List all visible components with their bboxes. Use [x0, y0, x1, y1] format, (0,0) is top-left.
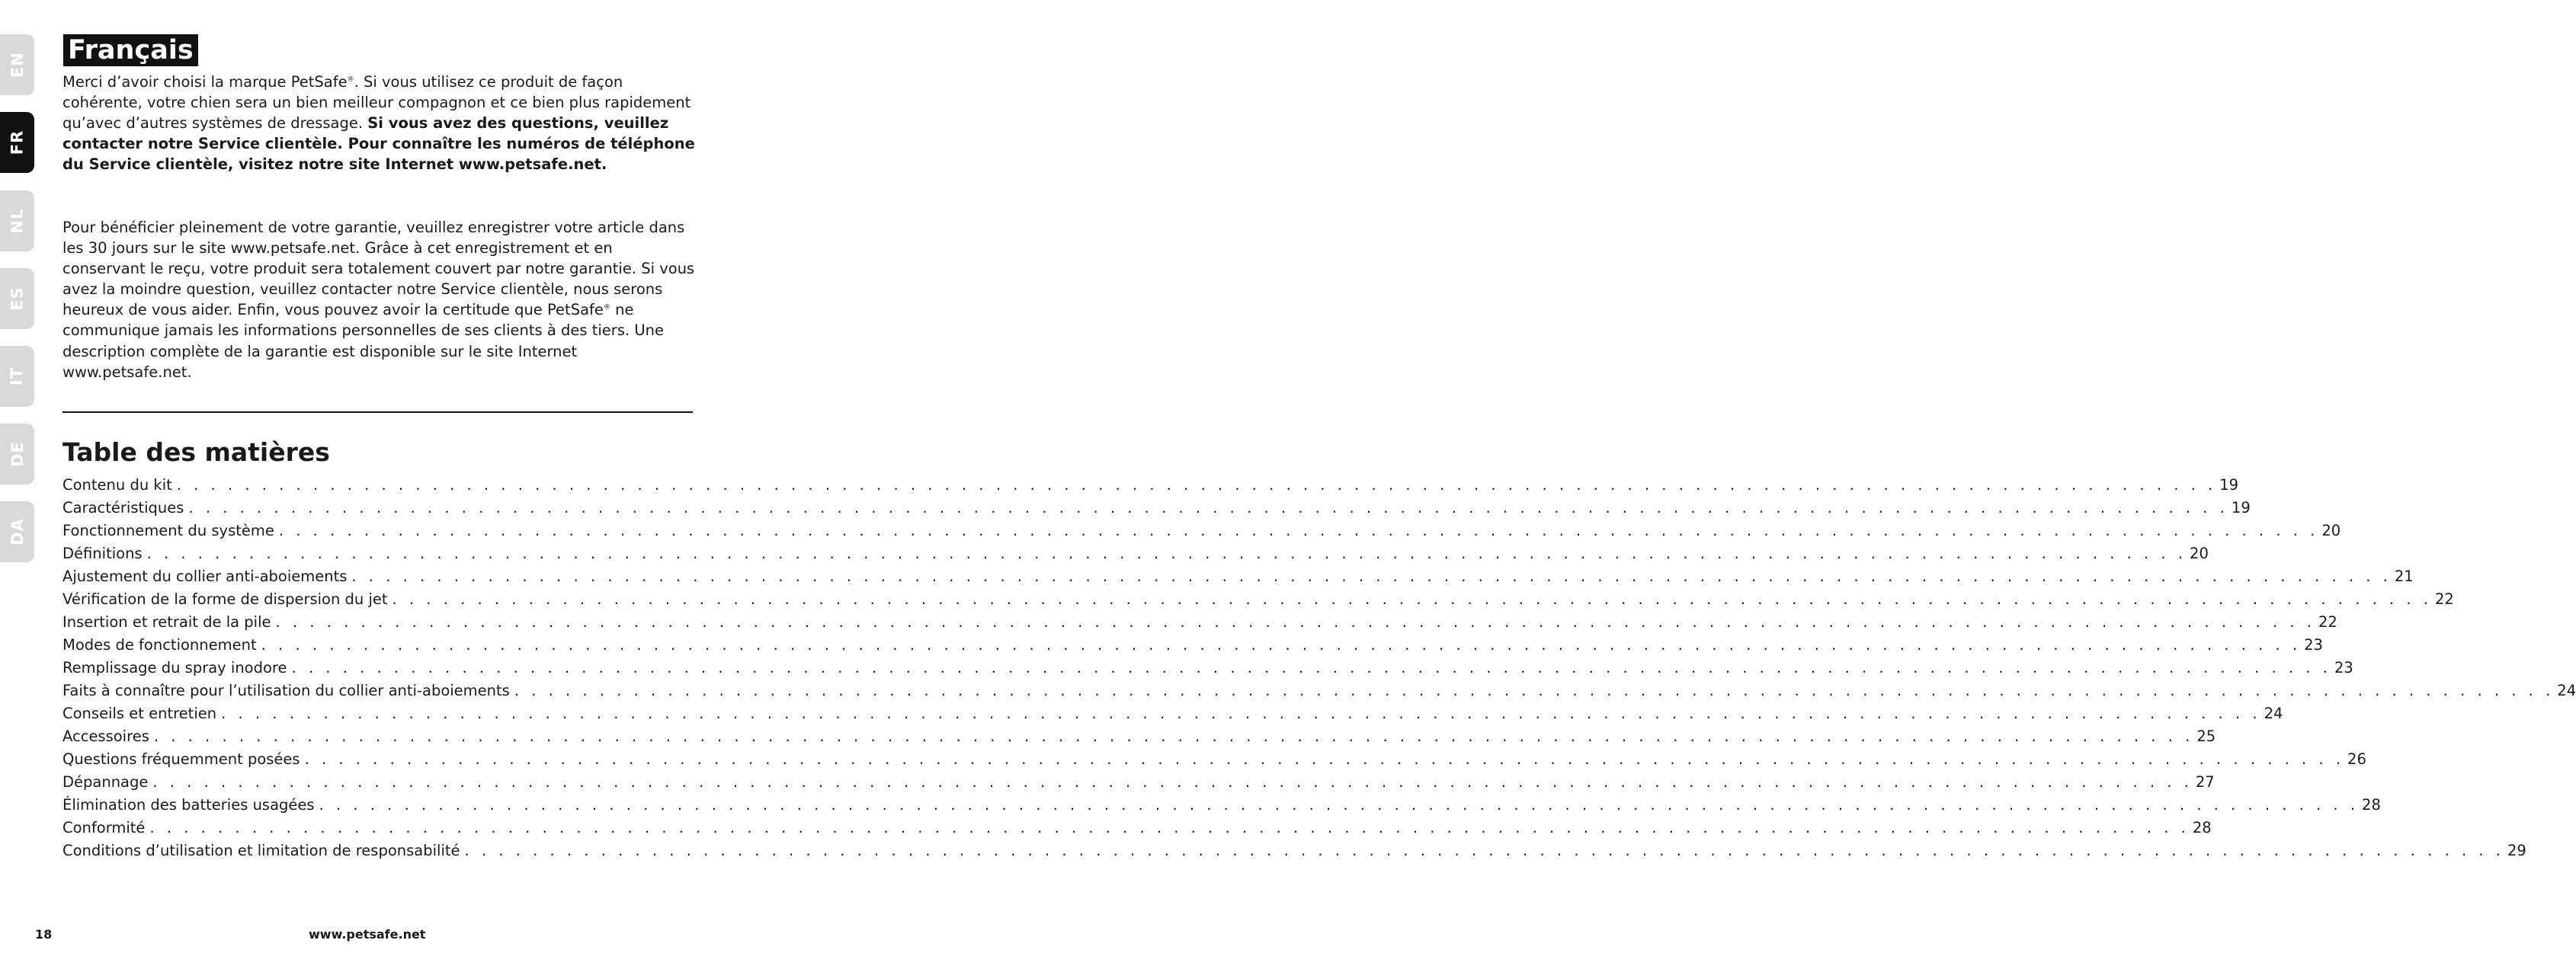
lang-tab-label: ES — [8, 286, 27, 311]
toc-entry-page: 23 — [2334, 659, 2353, 676]
toc-entry[interactable] — [62, 794, 2381, 817]
toc-entry-page: 22 — [2435, 590, 2454, 608]
lang-tab-es[interactable] — [0, 268, 34, 329]
toc-entry[interactable] — [62, 497, 2251, 520]
toc-dot-leader: . . . . . . . . . . . . . . . . . . . . . . . . . . . . . . . . . . . . . . . . . . . . . . . . . . . . . . . . . . . . . . . . . . . . . . . . . . . . . . . . . . . . . . . . . . . . . . . . . . . . . . . . . . . . . . . . . . . . . . . . — [261, 636, 2302, 654]
lang-tab-label: DA — [8, 518, 27, 545]
page-number: 18 — [35, 927, 53, 942]
toc-entry[interactable] — [62, 565, 2414, 588]
warranty-paragraph — [62, 217, 695, 382]
toc-dot-leader: . . . . . . . . . . . . . . . . . . . . . . . . . . . . . . . . . . . . . . . . . . . . . . . . . . . . . . . . . . . . . . . . . . . . . . . . . . . . . . . . . . . . . . . . . . . . . . . . . . . . . . . . . . . . . . . . . . . . . . . . — [291, 659, 2331, 676]
toc-entry[interactable] — [62, 680, 2576, 702]
section-divider — [62, 411, 693, 413]
toc-title: Table des matières — [62, 437, 330, 467]
toc-entry[interactable] — [62, 748, 2366, 771]
lang-tab-label: EN — [8, 52, 27, 78]
toc-entry-label: Insertion et retrait de la pile — [62, 613, 271, 631]
toc-entry-label: Dépannage — [62, 773, 149, 791]
toc-dot-leader: . . . . . . . . . . . . . . . . . . . . . . . . . . . . . . . . . . . . . . . . . . . . . . . . . . . . . . . . . . . . . . . . . . . . . . . . . . . . . . . . . . . . . . . . . . . . . . . . . . . . . . . . . . . . . . . . . . . . . . . . — [221, 705, 2261, 722]
intro-paragraph — [62, 72, 695, 174]
toc-entry[interactable] — [62, 520, 2341, 542]
toc-dot-leader: . . . . . . . . . . . . . . . . . . . . . . . . . . . . . . . . . . . . . . . . . . . . . . . . . . . . . . . . . . . . . . . . . . . . . . . . . . . . . . . . . . . . . . . . . . . . . . . . . . . . . . . . . . . . . . . . . . . . . . . . — [149, 819, 2190, 836]
table-of-contents — [62, 474, 2576, 862]
intro-contact-note: Si vous avez des questions, veuillez contacter notre Service clientèle. Pour connaître les numéros de téléphone du Service clientèle, visitez notre site Internet www.petsafe.net. — [62, 114, 695, 174]
toc-entry-page: 24 — [2557, 682, 2576, 699]
registered-mark: ® — [347, 75, 354, 84]
toc-dot-leader: . . . . . . . . . . . . . . . . . . . . . . . . . . . . . . . . . . . . . . . . . . . . . . . . . . . . . . . . . . . . . . . . . . . . . . . . . . . . . . . . . . . . . . . . . . . . . . . . . . . . . . . . . . . . . . . . . . . . . . . . — [152, 773, 2193, 791]
lang-tab-nl[interactable] — [0, 190, 34, 251]
toc-entry[interactable] — [62, 657, 2353, 680]
lang-tab-label: NL — [8, 208, 27, 234]
toc-entry-label: Caractéristiques — [62, 499, 184, 516]
toc-dot-leader: . . . . . . . . . . . . . . . . . . . . . . . . . . . . . . . . . . . . . . . . . . . . . . . . . . . . . . . . . . . . . . . . . . . . . . . . . . . . . . . . . . . . . . . . . . . . . . . . . . . . . . . . . . . . . . . . . . . . . . . . — [176, 476, 2217, 494]
toc-entry-label: Vérification de la forme de dispersion du jet — [62, 590, 388, 608]
toc-entry-page: 20 — [2321, 522, 2341, 539]
toc-entry-page: 21 — [2394, 568, 2414, 585]
toc-entry-page: 29 — [2507, 842, 2526, 859]
toc-entry-label: Conseils et entretien — [62, 705, 217, 722]
lang-tab-label: DE — [8, 441, 27, 467]
toc-entry-page: 19 — [2219, 476, 2239, 494]
warranty-text-cont: ne communique jamais les informations personnelles de ses clients à des tiers. Une description complète de la garantie est disponible sur le site Internet www.petsafe.net. — [62, 301, 665, 381]
lang-tab-it[interactable] — [0, 346, 34, 407]
toc-entry-page: 28 — [2362, 796, 2381, 814]
toc-entry-label: Remplissage du spray inodore — [62, 659, 287, 676]
toc-entry-page: 26 — [2347, 750, 2366, 768]
toc-entry-page: 27 — [2195, 773, 2215, 791]
toc-entry[interactable] — [62, 634, 2323, 657]
toc-entry[interactable] — [62, 771, 2215, 794]
toc-entry-label: Élimination des batteries usagées — [62, 796, 315, 814]
toc-dot-leader: . . . . . . . . . . . . . . . . . . . . . . . . . . . . . . . . . . . . . . . . . . . . . . . . . . . . . . . . . . . . . . . . . . . . . . . . . . . . . . . . . . . . . . . . . . . . . . . . . . . . . . . . . . . . . . . . . . . . . . . . — [146, 545, 2187, 562]
toc-dot-leader: . . . . . . . . . . . . . . . . . . . . . . . . . . . . . . . . . . . . . . . . . . . . . . . . . . . . . . . . . . . . . . . . . . . . . . . . . . . . . . . . . . . . . . . . . . . . . . . . . . . . . . . . . . . . . . . . . . . . . . . . — [514, 682, 2555, 699]
registered-mark: ® — [603, 303, 610, 312]
lang-tab-de[interactable] — [0, 424, 34, 484]
toc-dot-leader: . . . . . . . . . . . . . . . . . . . . . . . . . . . . . . . . . . . . . . . . . . . . . . . . . . . . . . . . . . . . . . . . . . . . . . . . . . . . . . . . . . . . . . . . . . . . . . . . . . . . . . . . . . . . . . . . . . . . . . . . — [392, 590, 2432, 608]
toc-entry-page: 22 — [2318, 613, 2337, 631]
toc-entry[interactable] — [62, 725, 2216, 748]
toc-entry[interactable] — [62, 702, 2283, 725]
toc-entry-label: Accessoires — [62, 728, 149, 745]
lang-tab-label: IT — [8, 366, 27, 386]
toc-dot-leader: . . . . . . . . . . . . . . . . . . . . . . . . . . . . . . . . . . . . . . . . . . . . . . . . . . . . . . . . . . . . . . . . . . . . . . . . . . . . . . . . . . . . . . . . . . . . . . . . . . . . . . . . . . . . . . . . . . . . . . . . — [319, 796, 2360, 814]
lang-tab-label: FR — [8, 130, 27, 155]
toc-entry-page: 23 — [2304, 636, 2323, 654]
toc-entry-label: Conformité — [62, 819, 146, 836]
toc-dot-leader: . . . . . . . . . . . . . . . . . . . . . . . . . . . . . . . . . . . . . . . . . . . . . . . . . . . . . . . . . . . . . . . . . . . . . . . . . . . . . . . . . . . . . . . . . . . . . . . . . . . . . . . . . . . . . . . . . . . . . . . . — [351, 568, 2392, 585]
toc-entry-label: Questions fréquemment posées — [62, 750, 300, 768]
toc-dot-leader: . . . . . . . . . . . . . . . . . . . . . . . . . . . . . . . . . . . . . . . . . . . . . . . . . . . . . . . . . . . . . . . . . . . . . . . . . . . . . . . . . . . . . . . . . . . . . . . . . . . . . . . . . . . . . . . . . . . . . . . . — [275, 613, 2315, 631]
lang-tab-fr[interactable] — [0, 112, 34, 173]
lang-tab-da[interactable] — [0, 501, 34, 562]
section-heading: Français — [63, 34, 198, 66]
footer-url[interactable]: www.petsafe.net — [309, 927, 426, 942]
intro-text: Merci d’avoir choisi la marque PetSafe — [62, 73, 348, 91]
warranty-text: Pour bénéficier pleinement de votre garantie, veuillez enregistrer votre article dans les 30 jours sur le site www.petsafe.net. Grâce à cet enregistrement et en conservant le reçu, votre produit sera totalement couvert par notre garantie. Si vous avez la moindre question, veuillez contacter notre Service clientèle, nous serons heureux de vous aider. Enfin, vous pouvez avoir la certitude que PetSafe — [62, 219, 695, 319]
toc-entry[interactable] — [62, 611, 2337, 634]
toc-entry-page: 25 — [2196, 728, 2216, 745]
toc-dot-leader: . . . . . . . . . . . . . . . . . . . . . . . . . . . . . . . . . . . . . . . . . . . . . . . . . . . . . . . . . . . . . . . . . . . . . . . . . . . . . . . . . . . . . . . . . . . . . . . . . . . . . . . . . . . . . . . . . . . . . . . . — [278, 522, 2319, 539]
toc-dot-leader: . . . . . . . . . . . . . . . . . . . . . . . . . . . . . . . . . . . . . . . . . . . . . . . . . . . . . . . . . . . . . . . . . . . . . . . . . . . . . . . . . . . . . . . . . . . . . . . . . . . . . . . . . . . . . . . . . . . . . . . . — [153, 728, 2194, 745]
toc-entry-page: 19 — [2231, 499, 2251, 516]
toc-dot-leader: . . . . . . . . . . . . . . . . . . . . . . . . . . . . . . . . . . . . . . . . . . . . . . . . . . . . . . . . . . . . . . . . . . . . . . . . . . . . . . . . . . . . . . . . . . . . . . . . . . . . . . . . . . . . . . . . . . . . . . . . — [464, 842, 2504, 859]
toc-entry[interactable] — [62, 542, 2209, 565]
toc-entry[interactable] — [62, 588, 2454, 611]
toc-entry[interactable] — [62, 839, 2526, 862]
toc-entry-label: Conditions d’utilisation et limitation de responsabilité — [62, 842, 460, 859]
toc-entry-page: 20 — [2190, 545, 2209, 562]
toc-entry-label: Fonctionnement du système — [62, 522, 274, 539]
toc-entry-label: Ajustement du collier anti-aboiements — [62, 568, 348, 585]
toc-entry-page: 24 — [2264, 705, 2283, 722]
toc-entry-label: Faits à connaître pour l’utilisation du collier anti-aboiements — [62, 682, 510, 699]
lang-tab-en[interactable] — [0, 34, 34, 95]
toc-dot-leader: . . . . . . . . . . . . . . . . . . . . . . . . . . . . . . . . . . . . . . . . . . . . . . . . . . . . . . . . . . . . . . . . . . . . . . . . . . . . . . . . . . . . . . . . . . . . . . . . . . . . . . . . . . . . . . . . . . . . . . . . — [188, 499, 2228, 516]
intro-text-cont: . Si vous utilisez ce produit de façon cohérente, votre chien sera un bien meilleur compagnon et ce bien plus rapidement qu’avec d’autres systèmes de dressage. — [62, 73, 691, 133]
toc-entry[interactable] — [62, 474, 2239, 497]
toc-entry[interactable] — [62, 817, 2212, 839]
toc-dot-leader: . . . . . . . . . . . . . . . . . . . . . . . . . . . . . . . . . . . . . . . . . . . . . . . . . . . . . . . . . . . . . . . . . . . . . . . . . . . . . . . . . . . . . . . . . . . . . . . . . . . . . . . . . . . . . . . . . . . . . . . . — [304, 750, 2345, 768]
toc-entry-page: 28 — [2192, 819, 2212, 836]
toc-entry-label: Modes de fonctionnement — [62, 636, 257, 654]
toc-entry-label: Contenu du kit — [62, 476, 172, 494]
toc-entry-label: Définitions — [62, 545, 143, 562]
